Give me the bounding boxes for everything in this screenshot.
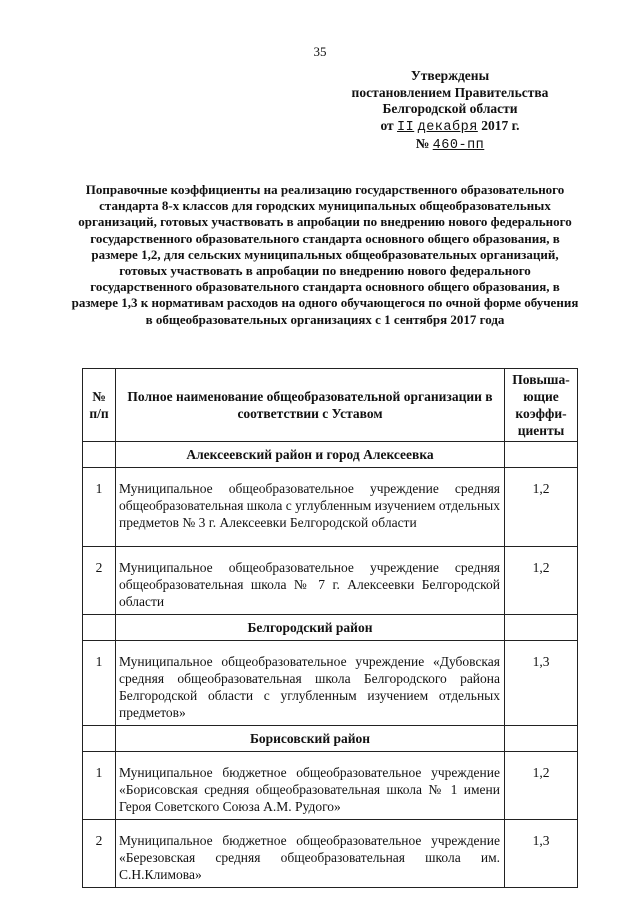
- row-num: 1: [83, 641, 116, 726]
- approval-line-2: постановлением Правительства: [351, 84, 549, 100]
- row-name: Муниципальное общеобразовательное учреждение «Дубовская средняя общеобразовательная школа Белгородского района Белгородской области с углубленным изучением отдельных предметов»: [116, 641, 505, 726]
- row-num: 2: [83, 547, 116, 615]
- approval-date: [340, 118, 560, 137]
- district-name: Алексеевский район и город Алексеевка: [116, 442, 505, 468]
- date-prefix: от: [380, 117, 394, 133]
- district-row: [83, 442, 578, 468]
- district-name: Борисовский район: [116, 726, 505, 752]
- table-row: [83, 820, 578, 888]
- date-month: декабря: [417, 119, 478, 135]
- table-row: [83, 752, 578, 820]
- district-spacer-right: [505, 726, 578, 752]
- row-coef: 1,3: [505, 641, 578, 726]
- date-year: 2017 г.: [481, 117, 520, 133]
- row-name: Муниципальное бюджетное общеобразовательное учреждение «Березовская средняя общеобразовательная школа им. С.Н.Климова»: [116, 820, 505, 888]
- row-coef: 1,2: [505, 468, 578, 547]
- district-spacer-left: [83, 726, 116, 752]
- document-title: Поправочные коэффициенты на реализацию государственного образовательного стандарта 8-х классов для городских муниципальных общеобразовательных организаций, готовых участвовать в апробации по внедрению нового федерального государственного образовательного стандарта основного общего образования, в размере 1,2, для сельских муниципальных общеобразовательных организаций, готовых участвовать в апробации по внедрению нового федерального государственного образовательного стандарта основного общего образования, в размере 1,3 к нормативам расходов на одного обучающегося по очной форме обучения в общеобразовательных организациях с 1 сентября 2017 года: [71, 182, 579, 327]
- approval-number: [340, 136, 560, 155]
- row-coef: 1,3: [505, 820, 578, 888]
- row-name: Муниципальное бюджетное общеобразовательное учреждение «Борисовская средняя общеобразовательная школа № 1 имени Героя Советского Союза А.М. Рудого»: [116, 752, 505, 820]
- row-name: Муниципальное общеобразовательное учреждение средняя общеобразовательная школа с углубленным изучением отдельных предметов № 3 г. Алексеевки Белгородской области: [116, 468, 505, 547]
- table-row: [83, 547, 578, 615]
- table-header-row: [83, 369, 578, 442]
- district-spacer-left: [83, 615, 116, 641]
- row-num: 1: [83, 468, 116, 547]
- table-row: [83, 641, 578, 726]
- district-spacer-right: [505, 442, 578, 468]
- header-coef: Повыша-ющие коэффи-циенты: [505, 369, 578, 442]
- row-coef: 1,2: [505, 547, 578, 615]
- row-coef: 1,2: [505, 752, 578, 820]
- header-num: № п/п: [83, 369, 116, 442]
- date-day: II: [397, 119, 415, 135]
- number-prefix: №: [415, 136, 430, 151]
- district-spacer-left: [83, 442, 116, 468]
- district-name: Белгородский район: [116, 615, 505, 641]
- header-name: Полное наименование общеобразовательной организации в соответствии с Уставом: [116, 369, 505, 442]
- row-num: 1: [83, 752, 116, 820]
- district-row: [83, 615, 578, 641]
- district-spacer-right: [505, 615, 578, 641]
- row-name: Муниципальное общеобразовательное учреждение средняя общеобразовательная школа № 7 г. Алексеевки Белгородской области: [116, 547, 505, 615]
- approval-line-3: Белгородской области: [382, 101, 518, 116]
- row-num: 2: [83, 820, 116, 888]
- district-row: [83, 726, 578, 752]
- table-row: [83, 468, 578, 547]
- approval-block: [340, 68, 560, 155]
- number-value: 460-пп: [432, 138, 485, 153]
- coefficients-table: [82, 368, 578, 888]
- approval-line-1: Утверждены: [410, 68, 490, 83]
- page-number: 35: [313, 44, 327, 59]
